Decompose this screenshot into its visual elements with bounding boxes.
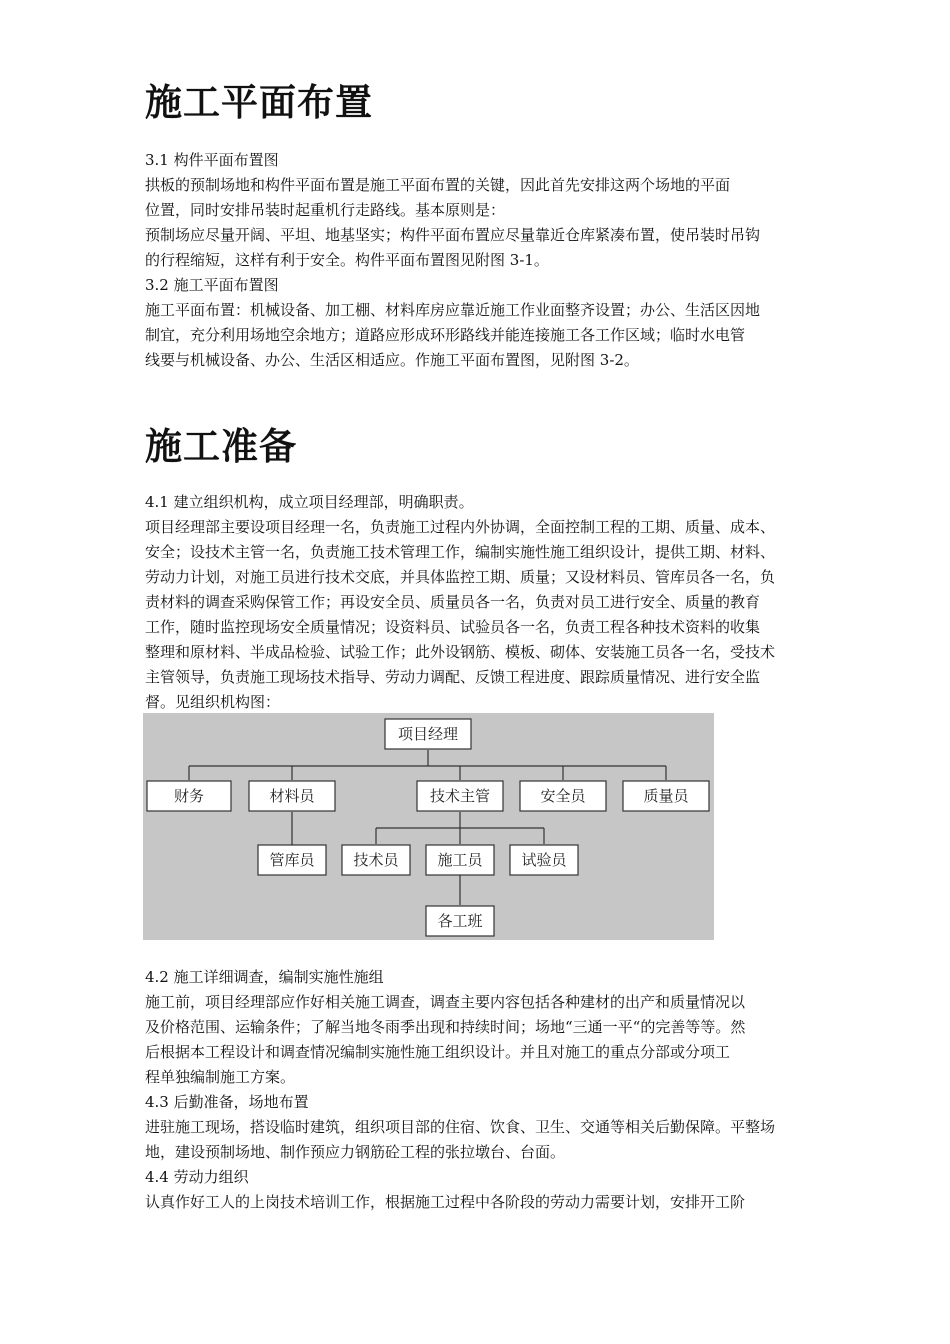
subsection-heading: 4.2 施工详细调查，编制实施性施组 xyxy=(145,968,384,986)
paragraph-line: 劳动力计划，对施工员进行技术交底，并具体监控工期、质量；又设材料员、管库员各一名，负 xyxy=(145,568,776,586)
org-node-quality xyxy=(623,781,709,811)
paragraph-line: 责材料的调查采购保管工作；再设安全员、质量员各一名，负责对员工进行安全、质量的教育 xyxy=(145,593,761,611)
subsection-heading: 3.1 构件平面布置图 xyxy=(145,151,279,169)
org-node-finance xyxy=(147,781,231,811)
svg-text:材料员: 材料员 xyxy=(269,787,315,805)
paragraph-line: 后根据本工程设计和调查情况编制实施性施工组织设计。并且对施工的重点分部或分项工 xyxy=(145,1043,731,1061)
svg-text:质量员: 质量员 xyxy=(643,787,689,805)
svg-text:财务: 财务 xyxy=(173,787,205,805)
org-chart-connectors xyxy=(189,750,666,905)
org-node-tester xyxy=(510,845,578,875)
paragraph-line: 及价格范围、运输条件；了解当地冬雨季出现和持续时间；场地“三通一平“的完善等等。然 xyxy=(145,1018,746,1036)
subsection-heading: 4.4 劳动力组织 xyxy=(145,1168,249,1186)
org-node-warehouse xyxy=(258,845,326,875)
subsection-heading: 4.1 建立组织机构，成立项目经理部，明确职责。 xyxy=(145,493,474,511)
section-title-preparation: 施工准备 xyxy=(145,424,297,468)
paragraph-line: 预制场应尽量开阔、平坦、地基坚实；构件平面布置应尽量靠近仓库紧凑布置，使吊装时吊钩 xyxy=(145,226,761,244)
svg-text:管库员: 管库员 xyxy=(269,851,315,869)
org-node-materials xyxy=(249,781,335,811)
paragraph-line: 制宜，充分利用场地空余地方；道路应形成环形路线并能连接施工各工作区域；临时水电管 xyxy=(145,326,746,344)
paragraph-line: 位置，同时安排吊装时起重机行走路线。基本原则是： xyxy=(145,201,506,219)
org-node-technician xyxy=(342,845,410,875)
paragraph-line: 安全；设技术主管一名，负责施工技术管理工作，编制实施性施工组织设计，提供工期、材料、 xyxy=(145,543,776,561)
paragraph-line: 的行程缩短，这样有利于安全。构件平面布置图见附图 3-1。 xyxy=(145,251,549,269)
paragraph-line: 工作，随时监控现场安全质量情况；设资料员、试验员各一名，负责工程各种技术资料的收集 xyxy=(145,618,761,636)
paragraph-line: 地，建设预制场地、制作预应力钢筋砼工程的张拉墩台、台面。 xyxy=(145,1143,566,1161)
paragraph-line: 施工前，项目经理部应作好相关施工调查，调查主要内容包括各种建材的出产和质量情况以 xyxy=(145,993,746,1011)
org-node-safety xyxy=(520,781,606,811)
paragraph-line: 施工平面布置：机械设备、加工棚、材料库房应靠近施工作业面整齐设置；办公、生活区因地 xyxy=(145,301,761,319)
subsection-heading: 3.2 施工平面布置图 xyxy=(145,276,279,294)
paragraph-line: 整理和原材料、半成品检验、试验工作；此外设钢筋、模板、砌体、安装施工员各一名，受技术 xyxy=(145,643,776,661)
svg-text:各工班: 各工班 xyxy=(437,912,483,930)
svg-text:安全员: 安全员 xyxy=(540,787,586,805)
paragraph-line: 主管领导，负责施工现场技术指导、劳动力调配、反馈工程进度、跟踪质量情况、进行安全监 xyxy=(145,668,761,686)
paragraph-line: 拱板的预制场地和构件平面布置是施工平面布置的关键，因此首先安排这两个场地的平面 xyxy=(145,176,731,194)
paragraph-line: 线要与机械设备、办公、生活区相适应。作施工平面布置图，见附图 3-2。 xyxy=(145,351,639,369)
svg-text:试验员: 试验员 xyxy=(521,851,567,869)
svg-text:施工员: 施工员 xyxy=(437,851,483,869)
paragraph-line: 程单独编制施工方案。 xyxy=(145,1068,296,1086)
paragraph-line: 进驻施工现场，搭设临时建筑，组织项目部的住宿、饮食、卫生、交通等相关后勤保障。平整场 xyxy=(145,1118,776,1136)
org-node-work-teams xyxy=(426,906,494,936)
org-chart xyxy=(143,713,714,940)
svg-text:技术主管: 技术主管 xyxy=(429,787,491,805)
subsection-heading: 4.3 后勤准备，场地布置 xyxy=(145,1093,309,1111)
org-node-project-manager xyxy=(385,719,471,749)
org-chart-svg xyxy=(143,713,714,940)
paragraph-line: 认真作好工人的上岗技术培训工作，根据施工过程中各阶段的劳动力需要计划，安排开工阶 xyxy=(145,1193,746,1211)
org-node-tech-director xyxy=(417,781,503,811)
section-title-layout: 施工平面布置 xyxy=(145,80,373,124)
paragraph-line: 项目经理部主要设项目经理一名，负责施工过程内外协调，全面控制工程的工期、质量、成本、 xyxy=(145,518,776,536)
org-node-construction-staff xyxy=(426,845,494,875)
svg-text:项目经理: 项目经理 xyxy=(397,725,459,743)
paragraph-line: 督。见组织机构图： xyxy=(145,693,281,711)
svg-text:技术员: 技术员 xyxy=(353,851,399,869)
